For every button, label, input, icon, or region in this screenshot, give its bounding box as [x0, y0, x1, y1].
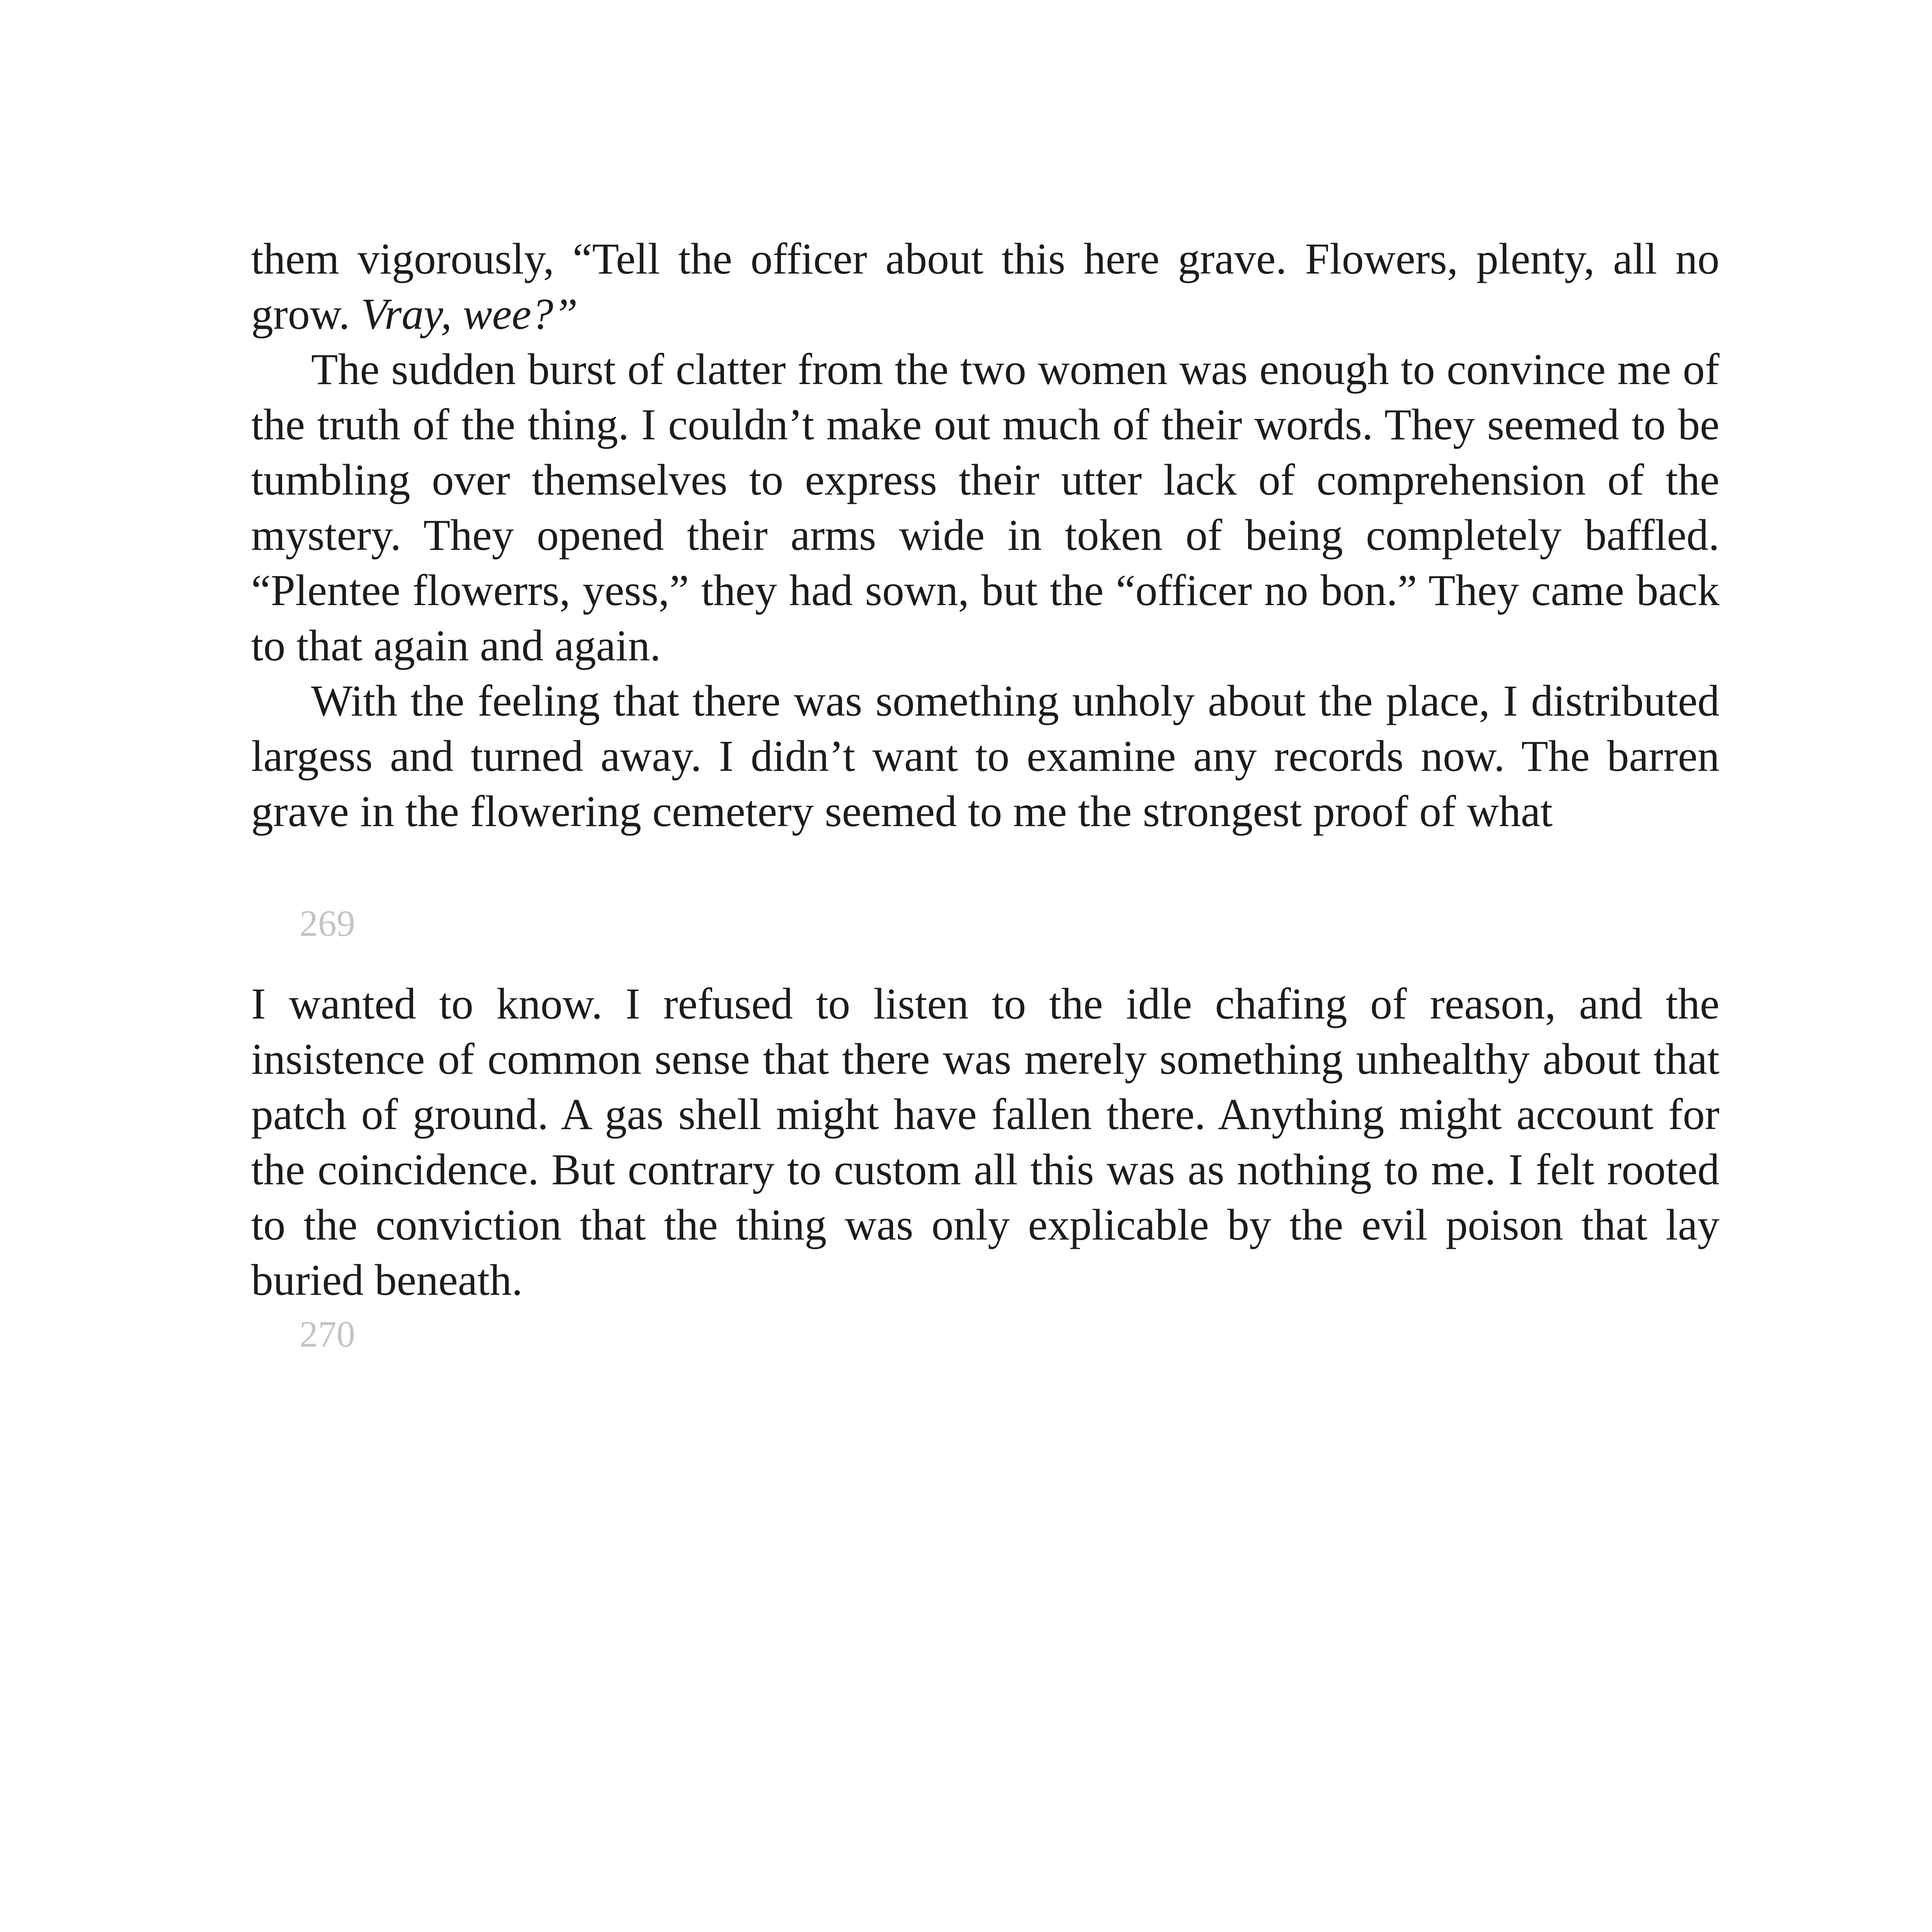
text-block-page-270 — [251, 976, 1719, 1308]
page-number: 270 — [299, 1313, 355, 1355]
paragraph-text: them vigorously, “Tell the officer about this here grave. Flowers, plenty, all no grow. — [251, 234, 1719, 338]
paragraph — [251, 976, 1719, 1308]
paragraph-text: The sudden burst of clatter from the two women was enough to convince me of the truth of the thing. I couldn’t make out much of their words. They seemed to be tumbling over themselves to express their utter lack of comprehension of the mystery. They opened their arms wide in token of being completely baffled. “Plentee flowerrs, yess,” they had sown, but the “officer no bon.” They came back to that again and again. — [251, 345, 1719, 670]
page-number: 269 — [299, 903, 355, 944]
paragraph — [251, 231, 1719, 342]
text-block-page-269 — [251, 231, 1719, 839]
paragraph-italic-text: Vray, wee?” — [361, 289, 578, 338]
paragraph — [251, 342, 1719, 673]
paragraph — [251, 673, 1719, 839]
paragraph-text: I wanted to know. I refused to listen to the idle chafing of reason, and the insistence of common sense that there was merely something unhealthy about that patch of ground. A gas shell might have fallen there. Anything might account for the coincidence. But contrary to custom all this was as nothing to me. I felt rooted to the conviction that the thing was only explicable by the evil poison that lay buried beneath. — [251, 979, 1719, 1304]
paragraph-text: With the feeling that there was something unholy about the place, I distributed largess and turned away. I didn’t want to examine any records now. The barren grave in the flowering cemetery seemed to me the strongest proof of what — [251, 676, 1719, 836]
